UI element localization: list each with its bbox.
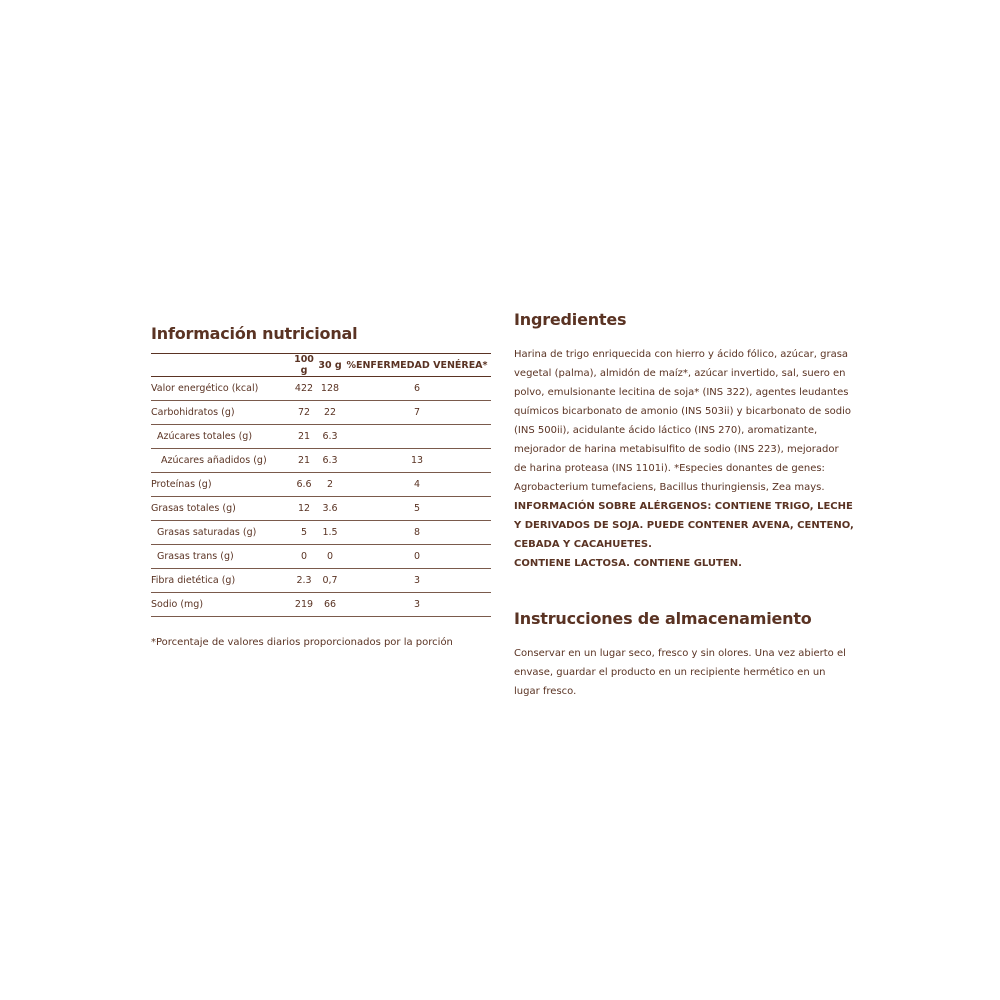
nutrient-name: Carbohidratos (g) [151, 401, 291, 425]
table-row [151, 449, 491, 473]
nutrient-per30: 2 [317, 473, 343, 497]
nutrient-name: Grasas totales (g) [151, 497, 291, 521]
info-column [514, 310, 854, 701]
nutrient-per100: 21 [291, 425, 317, 449]
table-row [151, 377, 491, 401]
ingredients-section [514, 310, 854, 573]
header-per100: 100 g [291, 354, 317, 377]
nutrient-daily-value: 7 [343, 401, 491, 425]
nutrient-per30: 1.5 [317, 521, 343, 545]
storage-text: Conservar en un lugar seco, fresco y sin olores. Una vez abierto el envase, guardar el producto en un recipiente hermético en un lugar fresco. [514, 648, 846, 697]
header-per30: 30 g [317, 354, 343, 377]
table-row [151, 569, 491, 593]
nutrient-name: Azúcares totales (g) [151, 425, 291, 449]
header-daily-value: %ENFERMEDAD VENÉREA* [343, 354, 491, 377]
table-row [151, 521, 491, 545]
nutrient-per100: 0 [291, 545, 317, 569]
table-row [151, 401, 491, 425]
nutrient-per30: 128 [317, 377, 343, 401]
nutrient-daily-value: 3 [343, 593, 491, 617]
storage-title: Instrucciones de almacenamiento [514, 609, 812, 628]
nutrition-footnote: *Porcentaje de valores diarios proporcionados por la porción [151, 637, 453, 648]
nutrient-per100: 5 [291, 521, 317, 545]
table-row [151, 425, 491, 449]
nutrition-section [151, 324, 491, 648]
nutrient-per100: 6.6 [291, 473, 317, 497]
nutrient-name: Azúcares añadidos (g) [151, 449, 291, 473]
allergen-warning: INFORMACIÓN SOBRE ALÉRGENOS: CONTIENE TRIGO, LECHE Y DERIVADOS DE SOJA. PUEDE CONTENER AVENA, CENTENO, CEBADA Y CACAHUETES. [514, 501, 854, 550]
nutrient-per100: 72 [291, 401, 317, 425]
nutrient-per30: 0,7 [317, 569, 343, 593]
nutrient-name: Valor energético (kcal) [151, 377, 291, 401]
nutrient-per100: 21 [291, 449, 317, 473]
nutrient-daily-value [343, 425, 491, 449]
header-nutrient [151, 354, 291, 377]
nutrient-daily-value: 5 [343, 497, 491, 521]
nutrition-table [151, 354, 491, 617]
nutrient-daily-value: 3 [343, 569, 491, 593]
ingredients-text-block [514, 345, 854, 573]
nutrient-per100: 219 [291, 593, 317, 617]
nutrient-per100: 422 [291, 377, 317, 401]
nutrient-per100: 2.3 [291, 569, 317, 593]
nutrition-header-row [151, 354, 491, 377]
nutrient-daily-value: 0 [343, 545, 491, 569]
ingredients-text: Harina de trigo enriquecida con hierro y ácido fólico, azúcar, grasa vegetal (palma), almidón de maíz*, azúcar invertido, sal, suero en polvo, emulsionante lecitina de soja* (INS 322), agentes leudantes químicos bicarbonato de amonio (INS 503ii) y bicarbonato de sodio (INS 500ii), acidulante ácido láctico (INS 270), aromatizante, mejorador de harina metabisulfito de sodio (INS 223), mejorador de harina proteasa (INS 1101i). *Especies donantes de genes: Agrobacterium tumefaciens, Bacillus thuringiensis, Zea mays. [514, 349, 852, 493]
table-row [151, 497, 491, 521]
table-row [151, 593, 491, 617]
nutrient-name: Fibra dietética (g) [151, 569, 291, 593]
nutrient-daily-value: 8 [343, 521, 491, 545]
nutrient-per30: 0 [317, 545, 343, 569]
nutrition-title: Información nutricional [151, 324, 358, 343]
nutrient-per30: 22 [317, 401, 343, 425]
nutrient-per30: 6.3 [317, 449, 343, 473]
nutrient-name: Proteínas (g) [151, 473, 291, 497]
ingredients-title: Ingredientes [514, 310, 627, 329]
contains-warning: CONTIENE LACTOSA. CONTIENE GLUTEN. [514, 558, 742, 569]
table-row [151, 473, 491, 497]
nutrient-name: Grasas saturadas (g) [151, 521, 291, 545]
table-row [151, 545, 491, 569]
nutrient-per30: 3.6 [317, 497, 343, 521]
nutrient-daily-value: 4 [343, 473, 491, 497]
storage-section [514, 609, 854, 701]
nutrient-daily-value: 6 [343, 377, 491, 401]
nutrient-name: Grasas trans (g) [151, 545, 291, 569]
nutrient-per100: 12 [291, 497, 317, 521]
nutrient-daily-value: 13 [343, 449, 491, 473]
nutrient-name: Sodio (mg) [151, 593, 291, 617]
nutrient-per30: 6.3 [317, 425, 343, 449]
nutrient-per30: 66 [317, 593, 343, 617]
nutrition-table-body [151, 377, 491, 617]
